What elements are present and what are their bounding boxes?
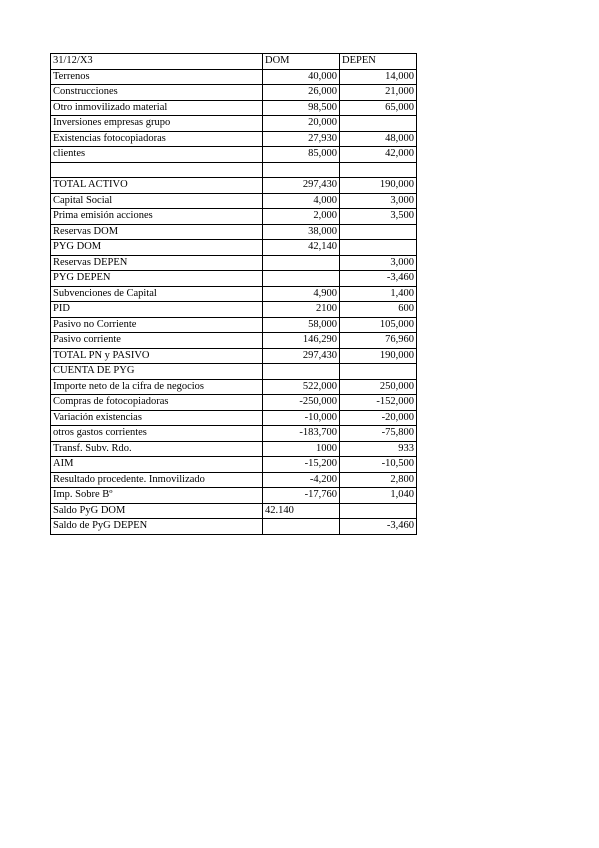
table-row <box>51 271 417 287</box>
row-depen-value: -3,460 <box>340 271 417 287</box>
row-dom-value: 4,900 <box>263 286 340 302</box>
table-row <box>51 240 417 256</box>
row-depen-value: 76,960 <box>340 333 417 349</box>
table-row <box>51 333 417 349</box>
row-label: Subvenciones de Capital <box>51 286 263 302</box>
row-label: Reservas DOM <box>51 224 263 240</box>
row-dom-value: 522,000 <box>263 379 340 395</box>
table-row <box>51 379 417 395</box>
table-row <box>51 302 417 318</box>
row-depen-value <box>340 224 417 240</box>
row-depen-value: 3,000 <box>340 255 417 271</box>
row-dom-value: -17,760 <box>263 488 340 504</box>
table-row <box>51 286 417 302</box>
row-depen-value <box>340 116 417 132</box>
table-row <box>51 193 417 209</box>
table-row <box>51 209 417 225</box>
row-label: Prima emisión acciones <box>51 209 263 225</box>
row-label: PYG DOM <box>51 240 263 256</box>
row-dom-value: 2,000 <box>263 209 340 225</box>
table-row <box>51 85 417 101</box>
header-dom: DOM <box>263 54 340 70</box>
row-dom-value: 297,430 <box>263 348 340 364</box>
row-label: AIM <box>51 457 263 473</box>
table-row <box>51 116 417 132</box>
row-depen-value: 3,000 <box>340 193 417 209</box>
row-depen-value: -3,460 <box>340 519 417 535</box>
row-dom-value: 40,000 <box>263 69 340 85</box>
row-dom-value: -4,200 <box>263 472 340 488</box>
row-dom-value: 1000 <box>263 441 340 457</box>
row-depen-value: 600 <box>340 302 417 318</box>
row-depen-value: 14,000 <box>340 69 417 85</box>
row-depen-value: 3,500 <box>340 209 417 225</box>
table-row <box>51 426 417 442</box>
row-dom-value <box>263 519 340 535</box>
row-label: Variación existencias <box>51 410 263 426</box>
table-row <box>51 162 417 178</box>
row-label: otros gastos corrientes <box>51 426 263 442</box>
row-dom-value <box>263 255 340 271</box>
table-row <box>51 100 417 116</box>
row-depen-value: -75,800 <box>340 426 417 442</box>
table-row <box>51 364 417 380</box>
row-dom-value: -10,000 <box>263 410 340 426</box>
row-depen-value: 933 <box>340 441 417 457</box>
row-depen-value: 2,800 <box>340 472 417 488</box>
row-dom-value: -183,700 <box>263 426 340 442</box>
row-depen-value <box>340 162 417 178</box>
row-dom-value <box>263 271 340 287</box>
row-label: Pasivo no Corriente <box>51 317 263 333</box>
row-label: TOTAL ACTIVO <box>51 178 263 194</box>
row-depen-value <box>340 503 417 519</box>
table-row <box>51 224 417 240</box>
table-row <box>51 317 417 333</box>
row-depen-value: -20,000 <box>340 410 417 426</box>
row-label <box>51 162 263 178</box>
row-label: TOTAL PN y PASIVO <box>51 348 263 364</box>
row-label: Otro inmovilizado material <box>51 100 263 116</box>
header-depen: DEPEN <box>340 54 417 70</box>
table-row <box>51 519 417 535</box>
row-dom-value: -15,200 <box>263 457 340 473</box>
table-row <box>51 488 417 504</box>
row-dom-value: 2100 <box>263 302 340 318</box>
row-depen-value: 190,000 <box>340 178 417 194</box>
row-depen-value: 65,000 <box>340 100 417 116</box>
row-label: PYG DEPEN <box>51 271 263 287</box>
row-label: Pasivo corriente <box>51 333 263 349</box>
row-depen-value: -152,000 <box>340 395 417 411</box>
row-depen-value <box>340 364 417 380</box>
table-row <box>51 348 417 364</box>
table-row <box>51 131 417 147</box>
row-dom-value <box>263 162 340 178</box>
table-row <box>51 441 417 457</box>
row-depen-value: -10,500 <box>340 457 417 473</box>
table-row <box>51 255 417 271</box>
row-dom-value: 146,290 <box>263 333 340 349</box>
row-label: Reservas DEPEN <box>51 255 263 271</box>
table-row <box>51 69 417 85</box>
row-depen-value: 190,000 <box>340 348 417 364</box>
row-dom-value: 26,000 <box>263 85 340 101</box>
row-depen-value: 250,000 <box>340 379 417 395</box>
row-dom-value: 58,000 <box>263 317 340 333</box>
row-dom-value: 42.140 <box>263 503 340 519</box>
table-row <box>51 410 417 426</box>
header-date: 31/12/X3 <box>51 54 263 70</box>
header-row <box>51 54 417 70</box>
row-depen-value: 21,000 <box>340 85 417 101</box>
row-dom-value: 85,000 <box>263 147 340 163</box>
row-dom-value: 98,500 <box>263 100 340 116</box>
row-label: clientes <box>51 147 263 163</box>
row-label: CUENTA DE PYG <box>51 364 263 380</box>
row-label: Resultado procedente. Inmovilizado <box>51 472 263 488</box>
row-depen-value: 105,000 <box>340 317 417 333</box>
row-label: Construcciones <box>51 85 263 101</box>
row-label: Saldo de PyG DEPEN <box>51 519 263 535</box>
row-depen-value <box>340 240 417 256</box>
table-row <box>51 472 417 488</box>
row-dom-value: 4,000 <box>263 193 340 209</box>
table-row <box>51 147 417 163</box>
row-label: Existencias fotocopiadoras <box>51 131 263 147</box>
table-row <box>51 503 417 519</box>
row-label: Transf. Subv. Rdo. <box>51 441 263 457</box>
row-label: Terrenos <box>51 69 263 85</box>
row-dom-value: 42,140 <box>263 240 340 256</box>
balance-table <box>50 53 417 535</box>
row-dom-value: -250,000 <box>263 395 340 411</box>
row-label: Importe neto de la cifra de negocios <box>51 379 263 395</box>
table-row <box>51 395 417 411</box>
table-row <box>51 178 417 194</box>
row-label: Imp. Sobre Bº <box>51 488 263 504</box>
row-label: Compras de fotocopiadoras <box>51 395 263 411</box>
table-body <box>51 54 417 535</box>
row-label: Inversiones empresas grupo <box>51 116 263 132</box>
row-depen-value: 48,000 <box>340 131 417 147</box>
row-dom-value <box>263 364 340 380</box>
row-dom-value: 27,930 <box>263 131 340 147</box>
row-dom-value: 297,430 <box>263 178 340 194</box>
row-dom-value: 20,000 <box>263 116 340 132</box>
row-dom-value: 38,000 <box>263 224 340 240</box>
row-depen-value: 1,400 <box>340 286 417 302</box>
row-depen-value: 1,040 <box>340 488 417 504</box>
row-label: Saldo PyG DOM <box>51 503 263 519</box>
row-label: PID <box>51 302 263 318</box>
row-label: Capital Social <box>51 193 263 209</box>
row-depen-value: 42,000 <box>340 147 417 163</box>
table-row <box>51 457 417 473</box>
